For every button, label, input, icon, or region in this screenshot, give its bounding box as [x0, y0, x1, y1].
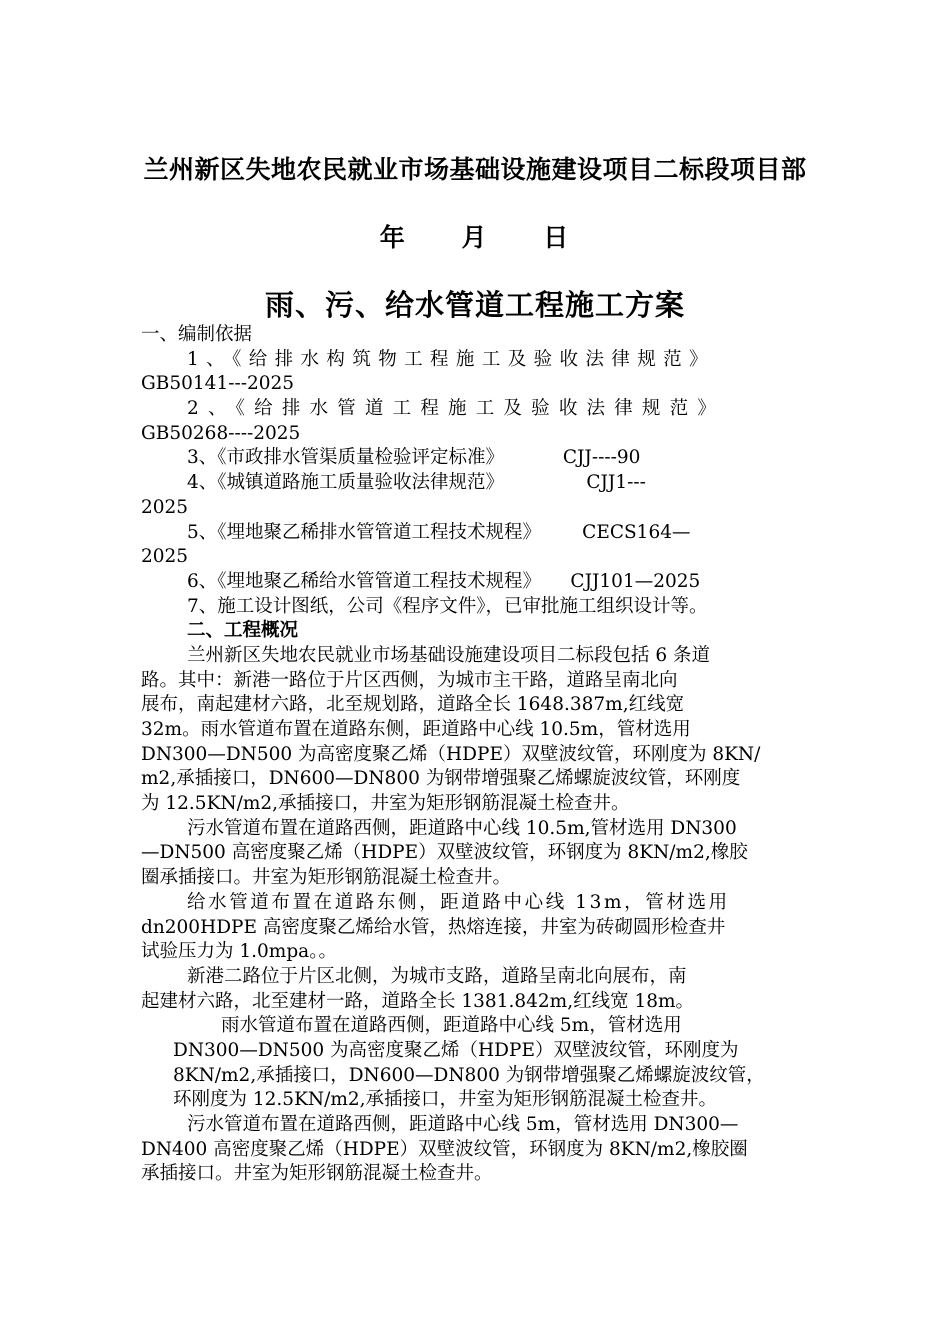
paragraph-line: 圈承插接口。井室为矩形钢筋混凝土检查井。 [141, 867, 512, 889]
basis-item-code: GB50268----2025 [141, 422, 301, 444]
basis-item: 2、《给排水管道工程施工及验收法律规范》 [187, 398, 726, 420]
section-heading-basis: 一、编制依据 [141, 324, 253, 345]
paragraph-line: 展布，南起建材六路，北至规划路，道路全长 1648.387m,红线宽 [141, 694, 685, 716]
paragraph-line: 32m。雨水管道布置在道路东侧，距道路中心线 10.5m，管材选用 [141, 719, 691, 740]
paragraph-line: 环刚度为 12.5KN/m2,承插接口，井室为矩形钢筋混凝土检查井。 [173, 1089, 718, 1111]
paragraph-line: m2,承插接口，DN600—DN800 为钢带增强聚乙烯螺旋波纹管，环刚度 [141, 768, 741, 790]
paragraph-line: 污水管道布置在道路西侧，距道路中心线 10.5m,管材选用 DN300 [187, 817, 737, 839]
organization-title: 兰州新区失地农民就业市场基础设施建设项目二标段项目部 [143, 155, 807, 184]
paragraph-line: 兰州新区失地农民就业市场基础设施建设项目二标段包括 6 条道 [187, 644, 711, 666]
basis-item: 7、施工设计图纸，公司《程序文件》，已审批施工组织设计等。 [187, 595, 708, 617]
paragraph-line: 路。其中：新港一路位于片区西侧，为城市主干路，道路呈南北向 [141, 669, 678, 691]
date-day: 日 [543, 223, 571, 252]
basis-item-code: GB50141---2025 [141, 373, 295, 395]
paragraph-line: 8KN/m2,承插接口，DN600—DN800 为钢带增强聚乙烯螺旋波纹管， [173, 1064, 765, 1086]
date-year: 年 [379, 223, 407, 252]
paragraph-line: 承插接口。井室为矩形钢筋混凝土检查井。 [141, 1163, 493, 1185]
basis-item: 1、《给排水构筑物工程施工及验收法律规范》 [187, 348, 715, 370]
document-title: 雨、污、给水管道工程施工方案 [264, 288, 685, 322]
document-body [141, 323, 813, 1187]
paragraph-line: DN300—DN500 为高密度聚乙烯（HDPE）双壁波纹管，环刚度为 [173, 1039, 739, 1061]
paragraph-line: 起建材六路，北至建材一路，道路全长 1381.842m,红线宽 18m。 [141, 990, 695, 1012]
basis-item: 4、《城镇道路施工质量验收法律规范》 CJJ1--- [187, 472, 646, 494]
section-heading-overview: 二、工程概况 [187, 620, 299, 642]
paragraph-line: 给水管道布置在道路东侧，距道路中心线 13m，管材选用 [187, 891, 730, 913]
paragraph-line: dn200HDPE 高密度聚乙烯给水管，热熔连接，井室为砖砌圆形检查井 [141, 916, 726, 938]
basis-item: 3、《市政排水管渠质量检验评定标准》 CJJ----90 [187, 447, 641, 469]
paragraph-line: 污水管道布置在道路西侧，距道路中心线 5m，管材选用 DN300— [187, 1114, 739, 1135]
paragraph-line: DN300—DN500 为高密度聚乙烯（HDPE）双壁波纹管，环刚度为 8KN/ [141, 743, 761, 765]
paragraph-line: 试验压力为 1.0mpa。。 [141, 941, 337, 963]
basis-item: 6、《埋地聚乙稀给水管管道工程技术规程》 CJJ101—2025 [187, 570, 701, 592]
paragraph-line: 为 12.5KN/m2,承插接口，井室为矩形钢筋混凝土检查井。 [141, 793, 630, 815]
basis-item-code: 2025 [141, 546, 189, 568]
date-month: 月 [461, 223, 489, 252]
paragraph-line: —DN500 高密度聚乙烯（HDPE）双壁波纹管，环钢度为 8KN/m2,橡胶 [141, 842, 748, 864]
paragraph-line: DN400 高密度聚乙烯（HDPE）双壁波纹管，环钢度为 8KN/m2,橡胶圈 [141, 1138, 748, 1160]
paragraph-line: 新港二路位于片区北侧，为城市支路，道路呈南北向展布，南 [187, 965, 687, 987]
paragraph-line: 雨水管道布置在道路西侧，距道路中心线 5m，管材选用 [221, 1015, 682, 1037]
basis-item-code: 2025 [141, 496, 189, 518]
date-line [0, 218, 950, 254]
basis-item: 5、《埋地聚乙稀排水管管道工程技术规程》 CECS164— [187, 521, 691, 543]
